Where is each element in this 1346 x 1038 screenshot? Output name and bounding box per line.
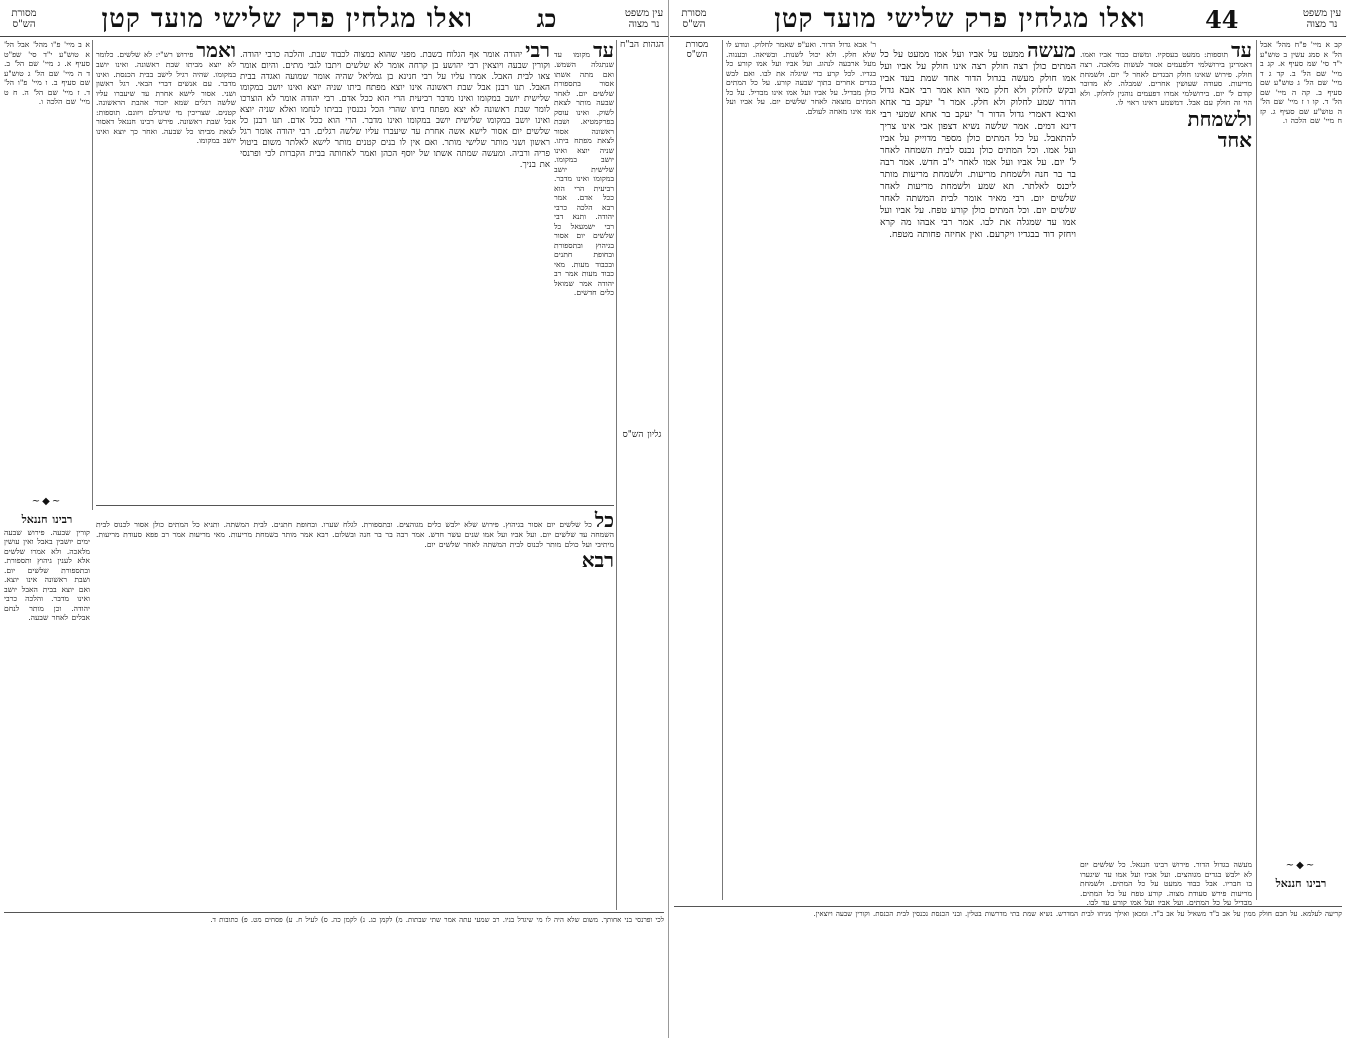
lead-word-2: עד [593,40,614,62]
ornament-divider-right: ~◆~ [1285,860,1317,871]
rabbeinu-chananel-title-right: רבינו חננאל [1275,877,1327,890]
left-footer-notes [4,916,664,1034]
ein-mishpat-text-right: קב א מיי' פ"ח מהל' אבל הל' א סמג עשין ב טוש"ע י"ד סי' שמ סעיף א. קג ב מיי' שם הל' ב. קד ג ד מיי' שם הל' ג טוש"ע שם סעיף ב. קה ה מיי' שם הל' ד. קו ו ז מיי' שם הל' ה טוש"ע שם סעיף ג. קז ח מיי' שם הלכה ו. [1260,40,1342,125]
gemara-center-text-right: ממעט על אביו ועל אמו ממעט על כל המתים כולן רצה חולק רצה אינו חולק על אביו ועל אמו חולק מעשה בגדול הדור אחד שמת בעד אביו ובקש לחלוק ולא חלק מאי הוא אמר רבי אבא גדול הדור שמע לחלוק ולא חלק. אמר ר' יעקב בר אחא ואיבא דאמרי גדול הדור ר' יעקב בר אחא שמעי רבי דינא דמים. אמר שלשה נשיא דצפון אבי אינו צריך להתאבל. על כל המתים כולן מספר מדוייק על אביו ועל אמו. וכל המתים כולן נכנס לבית השמחה לאחר ל' יום. על אביו ועל אמו לאחר י"ב חדש. אמר רבה בר בר חנה ולשמחת מריעות. ולשמחת מריעות מותר ליכנס לאלתר. תא שמע ולשמחת מריעות לאחר שלשים יום. רבי מאיר אומר לבית המשתה לאחר שלשים יום. וכל המתים כולן קורע טפח. על אביו ועל אמו עד שמגלה את לבו. אמר רבי אבהו מה קרא ויחזק דוד בבגדיו ויקרעם. ואין אחיזה פחותה מטפח. [880,49,1076,240]
rashi-text: מקומו עד שנתגלה השמש. ואם מתה אשתו אסור בתספורת שלשים יום. לאחר שבעה מותר לצאת לשוק. ואינו עוסק בפרקמטיא. ושבת ראשונה אסור לצאת מפתח ביתו. שניה יוצא ואינו יושב במקומו. שלישית יושב במקומו ואינו מדבר. רביעית הרי הוא ככל אדם. אמר רבא הלכה כרבי יהודה. ותנא דבי רבי ישמעאל כל שלשים יום אסור בגיהוץ ובתספורת ובחופת חתנים ובכבוד מעות. מאי כבוד מעות אמר רב יהודה אמר שמואל כלים חדשים. [554,50,614,297]
lead-word-right-4: אחד [1217,127,1252,152]
rabbeinu-chananel-text: קורין שבעה. פירוש שבעה ימים יושבין באבל ואין עושין מלאכה. ולא אמרו שלשים אלא לענין גיהוץ ותספורת. ובתספורת שלשים יום. ושבת ראשונה אינו יוצא. ואם יוצא בבית האבל יושב ואינו מדבר. והלכה כרבי יהודה. וכן מותר לנחם אבלים לאחר שבעה. [4,527,90,622]
lead-word: רבי [525,40,550,62]
ein-mishpat-column [4,40,90,510]
ein-mishpat-column-right [1260,40,1342,900]
outer-commentary-right [1080,40,1252,900]
rashi-column [554,40,614,492]
outer-commentary-text-right: תוספות: ממעט בעסקיו. ומשום כבוד אביו ואמו. דאמרינן בירושלמי דלפעמים אסור לעשות מלאכה. רצה חולק. פירוש שאינו חולק הבגדים לאחר ל' יום. ולשמחת מריעות. סעודה שעושין אחרים. שמבלה. לא מדובר קודם ל' יום. בירושלמי אמרו דפעמים נוהגין לחלוק. ולא הוי זה חולק עם אבל. דמשמע דאינו ראוי לו. [1080,50,1252,107]
ornament-divider: ~◆~ [31,496,63,507]
ein-mishpat-label: עין משפט נר מצוה [624,8,664,30]
right-footer-text: קריעה לעלמא. על חבם חולק ממין על אב ב"ד משאיל על אב ב"ד. ומכאן ואילך מניחו לבית המדרש. נשיא שמת בתי מדרשות בטלין. ובני הכנסת נכנסין לבית הכנסת. וקורין שבעה ויוצאין. [813,910,1342,918]
rashi-column-right [726,40,876,900]
gilyon-label: גליון הש"ס [622,430,662,440]
ein-mishpat-text: א ב מיי' פ"ו מהל' אבל הל' א טוש"ע י"ד סי' שפ"ט סעיף א. ג מיי' שם הל' ב. ד ה מיי' שם הל' ג טוש"ע שם סעיף ב. ו מיי' פ"ו הל' ד. ז מיי' שם הל' ה. ח ט מיי' שם הלכה ו. [4,40,90,106]
left-footer-text: לכי ופרנסי בני אחותך. משום שלא היה לו מי שיגדל בניו. רב שמעי עתה אמר שתי שבתות. מ) לקמן כג. נ) לקמן כה. ס) לעיל ח. ע) פסחים מט. פ) כתובות ד. [210,916,664,924]
bottom-commentary-text: כל שלשים יום אסור בגיהוץ. פירוש שלא ילבש כלים מגוהצים. ובתספורת. לגלח שערו. ובחופת חתנים. לבית המשתה. ותניא כל המתים כולן אסור לכנוס לבית השמחה עד שלשים יום. ועל אביו ועל אמו שנים עשר חדש. אמר רבה בר בר חנה ובשלום. רבא אמר מותר בשמחת מריעות. מאי מריעות אמר רב פפא סעודת מריעות. מיתיבי ועל כולם מותר לכנוס לבית המשתה לאחר שלשים יום. [96,520,614,549]
rabbeinu-chananel-column-right [1260,876,1342,906]
lead-word-right: מעשה [1027,40,1076,62]
right-footer-notes [674,910,1342,1034]
page-title: ואלו מגלחין פרק שלישי מועד קטן [101,4,473,34]
rabbeinu-chananel-title: רבינו חננאל [21,513,73,526]
masoret-label-right: מסורת הש"ס [681,8,707,30]
bottom-commentary [96,510,614,905]
rashi-text-right: ר' אבא גדול הדור. ואע"פ שאמר לחלוק. ונודע לו שלא חלק. ולא יכול לשנות. ובשיאה. ובענוה. מעל ארבעה לנהוג. ועל אביו ועל אמו קורע כל בגדיו. לכל קרע כדי שיגלה את לבו. ואם לבש בגדים אחרים בתוך שבעה קורע. על כל המתים כולן מבדיל. על אביו ועל אמו אינו מבדיל. על כל המתים מוצאה לאחר שלשים יום. על אביו ועל אמו אינו מאחה לעולם. [726,40,876,116]
gemara-text-column-right [880,40,1076,900]
masoret-side [620,40,664,910]
masoret-label: מסורת הש"ס [11,8,37,30]
rabbeinu-chananel-text-block [1080,860,1252,906]
left-page-header [0,2,668,37]
gemara-center-text: יהודה אומר אף הגלוח בשבת. מפני שהוא כמצוה לכבוד שבת. והלכה כרבי יהודה. וקורין שבעה ויוצאין רבי יהושע בן קרחה אומר לא שלשים ויתבו לגבי מתים. והיום אומר צאו לבית האבל. אמרו עליו על רבי חנינא בן גמליאל שהיה אומר שמועה ואגדה בבית האבל. תנו רבנן אבל שבת ראשונה אינו יוצא מפתח ביתו שניה יוצא ואינו יושב במקומו שלישית יושב במקומו ואינו מדבר רביעית הרי הוא ככל אדם. רבי יהודה אומר לא הוצרכו לומר שבת ראשונה לא יצא מפתח ביתו שהרי הכל נכנסין בביתו לנחמו ואלא שניה יוצא ואינו יושב במקומו שלישית יושב במקומו ואינו מדבר. הרי הוא ככל אדם. תנו רבנן כל שלשים יום אסור לישא אשה אחרת עד שיעברו עליו שלשה רגלים. רבי יהודה אומר רגל ראשון ושני מותר שלישי מותר. ואם אין לו בנים קטנים מותר לישא לאלתר משום ביטול פריה ורביה. ומעשה שמתה אשתו של יוסף הכהן ואמר לאחותה בבית הקברות לכי ופרנסי את בניך. [240,50,550,170]
lead-word-right-2: עד [1231,40,1252,62]
outer-commentary-text: פירוש רש"י: לא שלשים. כלומר לא יוצא מביתו שבת ראשונה. ואינו יושב במקומו. שהיה רגיל לישב בבית הכנסת. ואינו מדבר. עם אנשים דברי הבאי. רגל ראשון ושני. אסור לישא אחרת עד שיעברו עליו שלשה רגלים שמא יזכור אהבת הראשונה. קטנים. שצריכין מי שיגדלם ויזונם. תוספות: אבל שבת ראשונה. פירש רבינו חננאל דאסור לצאת מביתו כל שבעה. ואחר כך יוצא ואינו יושב במקומו. [96,50,236,145]
gemara-text-column [240,40,550,492]
rabbeinu-chananel-text-right: מעשה בגדול הדור. פירוש רבינו חננאל. כל שלשים יום לא ילבש בגדים מגוהצים. ועל אביו ועל אמו עד שיגערו בו חבריו. אבל כבוד ממעט על כל המתים. ולשמחת מריעות פירש סעודת מצוה. קורע טפח על כל המתים. מבדיל על כל המתים. ועל אביו ועל אמו קורע עד לבו. [1080,860,1252,906]
hagahot-label: הגהות הב"ח [620,40,664,50]
lead-word-3: ואמר [196,40,236,62]
masoret-side-right [674,40,720,900]
right-page [670,0,1346,1038]
ein-mishpat-label-right: עין משפט נר מצוה [1302,8,1342,30]
lead-word-5: רבא [581,548,614,572]
page-number: 44 [1205,4,1239,34]
outer-commentary [96,40,236,500]
lead-word-4: כל [594,510,614,532]
page-title-right: ואלו מגלחין פרק שלישי מועד קטן [774,4,1146,34]
left-page [0,0,669,1038]
masoret-side-label: מסורת הש"ס [685,40,709,60]
page-letter: כג [536,4,557,33]
right-page-header [670,2,1346,37]
rabbeinu-chananel-column [4,512,90,907]
lead-word-right-3: ולשמחת [1187,106,1252,131]
